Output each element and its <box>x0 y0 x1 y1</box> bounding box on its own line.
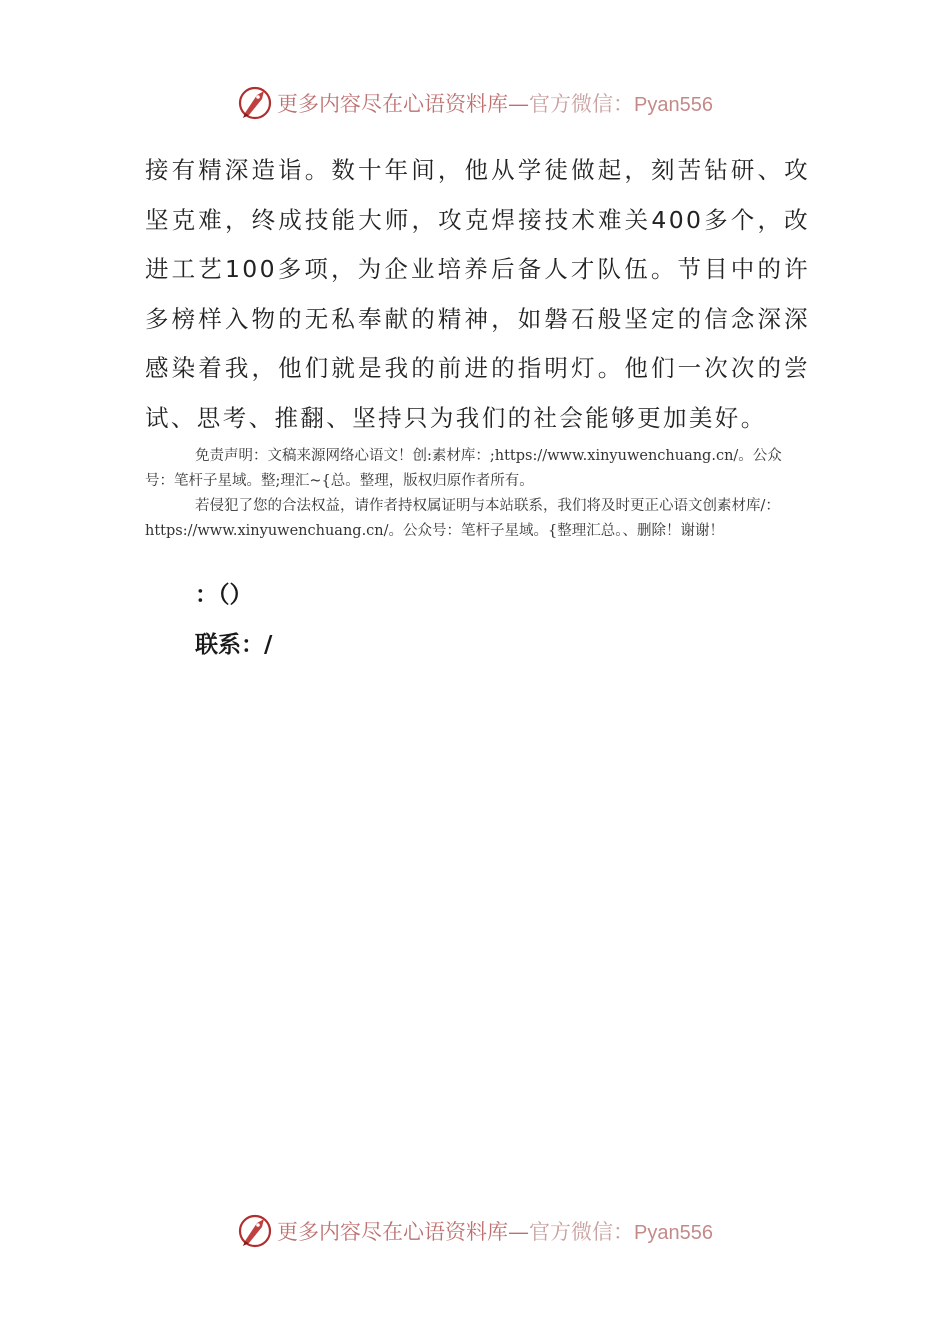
header-banner-text <box>277 88 713 118</box>
disclaimer-line-1: 免责声明：文稿来源网络心语文！创:素材库：;https://www.xinyuwenchuang.cn/。公众号：笔杆子星域。整;理汇~{总。整理，版权归原作者所有。 <box>145 448 782 489</box>
footer-banner-wechat-id: Pyan556 <box>634 1222 713 1244</box>
footer-banner-title: 更多内容尽在心语资料库— <box>277 1220 530 1244</box>
body-paragraph: 接有精深造诣。数十年间，他从学徒做起，刻苦钻研、攻坚克难，终成技能大师，攻克焊接技术难关400多个，改进工艺100多项，为企业培养后备人才队伍。节目中的许多榜样入物的无私奉献的精神，如磐石般坚定的信念深深感染着我，他们就是我的前进的指明灯。他们一次次的尝试、思考、推翻、坚持只为我们的社会能够更加美好。 <box>145 156 810 432</box>
body-paragraph-block <box>145 146 810 444</box>
pen-nib-circle-icon <box>237 1213 273 1249</box>
header-banner-wechat-label: 官方微信： <box>529 92 635 116</box>
header-banner <box>0 78 950 128</box>
footer-banner <box>0 1206 950 1256</box>
contact-line-2: 联系：/ <box>195 632 273 658</box>
disclaimer-block <box>145 444 810 544</box>
contact-line-1: ：（） <box>195 582 253 608</box>
footer-banner-text <box>277 1216 713 1246</box>
header-banner-title: 更多内容尽在心语资料库— <box>277 92 530 116</box>
pen-nib-circle-icon <box>237 85 273 121</box>
footer-banner-wechat-label: 官方微信： <box>529 1220 635 1244</box>
header-banner-wechat-id: Pyan556 <box>634 94 713 116</box>
disclaimer-line-2: 若侵犯了您的合法权益，请作者持权属证明与本站联系，我们将及时更正心语文创素材库/：https://www.xinyuwenchuang.cn/。公众号：笔杆子星域。{整理汇总。、删除！谢谢！ <box>145 498 780 539</box>
